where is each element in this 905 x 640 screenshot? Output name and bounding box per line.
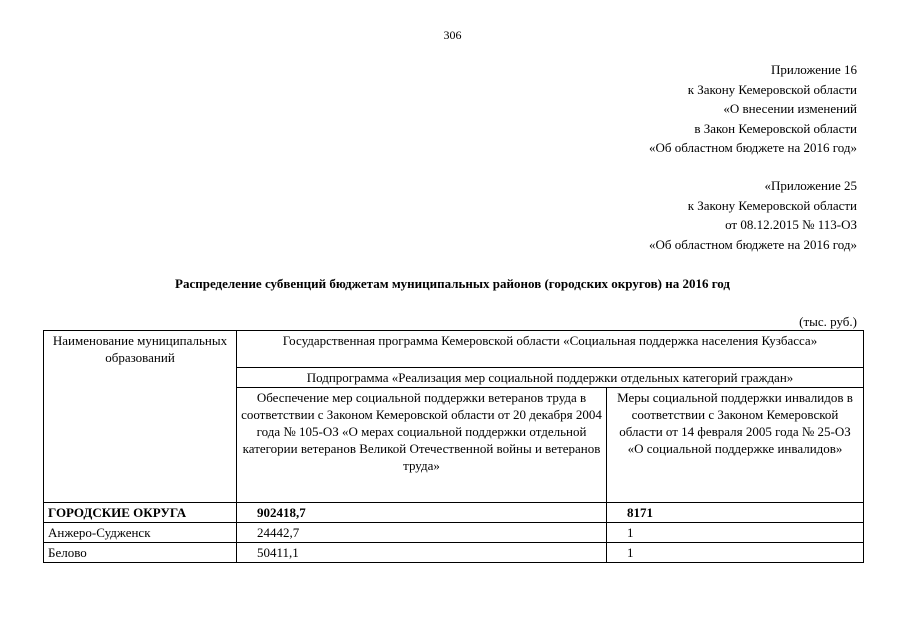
row-veterans-value: 50411,1 — [237, 543, 607, 563]
row-invalids-value: 1 — [607, 523, 864, 543]
row-name: ГОРОДСКИЕ ОКРУГА — [44, 503, 237, 523]
table-row — [44, 523, 864, 543]
annex-line: «Об областном бюджете на 2016 год» — [649, 140, 857, 156]
annex-line: «Об областном бюджете на 2016 год» — [649, 236, 857, 252]
table-row — [44, 503, 864, 523]
row-invalids-value: 1 — [607, 543, 864, 563]
row-name: Белово — [44, 543, 237, 563]
annex-line: от 08.12.2015 № 113-ОЗ — [725, 217, 857, 233]
header-municipality: Наименование муниципальных образований — [44, 331, 237, 503]
header-veterans: Обеспечение мер социальной поддержки ветеранов труда в соответствии с Законом Кемеровской области от 20 декабря 2004 года № 105-ОЗ «О мерах социальной поддержки отдельной категории ветеранов Великой Отечественной войны и ветеранов труда» — [237, 388, 607, 503]
annex-line: к Закону Кемеровской области — [687, 197, 857, 213]
row-name: Анжеро-Судженск — [44, 523, 237, 543]
annex-16-header — [649, 60, 857, 158]
row-veterans-value: 24442,7 — [237, 523, 607, 543]
subventions-table — [43, 330, 864, 563]
header-subprogram: Подпрограмма «Реализация мер социальной поддержки отдельных категорий граждан» — [237, 368, 864, 388]
header-row-program — [44, 331, 864, 368]
document-title: Распределение субвенций бюджетам муниципальных районов (городских округов) на 2016 год — [175, 276, 730, 291]
annex-line: в Закон Кемеровской области — [694, 120, 857, 136]
row-invalids-value: 8171 — [607, 503, 864, 523]
units-label: (тыс. руб.) — [799, 314, 857, 329]
table-row — [44, 543, 864, 563]
annex-line: Приложение 16 — [770, 62, 857, 77]
annex-25-header — [649, 176, 857, 254]
annex-line: «Приложение 25 — [764, 178, 857, 193]
header-invalids: Меры социальной поддержки инвалидов в соответствии с Законом Кемеровской области от 14 февраля 2005 года № 25-ОЗ «О социальной поддержке инвалидов» — [607, 388, 864, 503]
page-number: 306 — [443, 28, 462, 42]
annex-line: к Закону Кемеровской области — [687, 81, 857, 97]
row-veterans-value: 902418,7 — [237, 503, 607, 523]
header-program: Государственная программа Кемеровской области «Социальная поддержка населения Кузбасса» — [237, 331, 864, 368]
annex-line: «О внесении изменений — [723, 101, 857, 117]
